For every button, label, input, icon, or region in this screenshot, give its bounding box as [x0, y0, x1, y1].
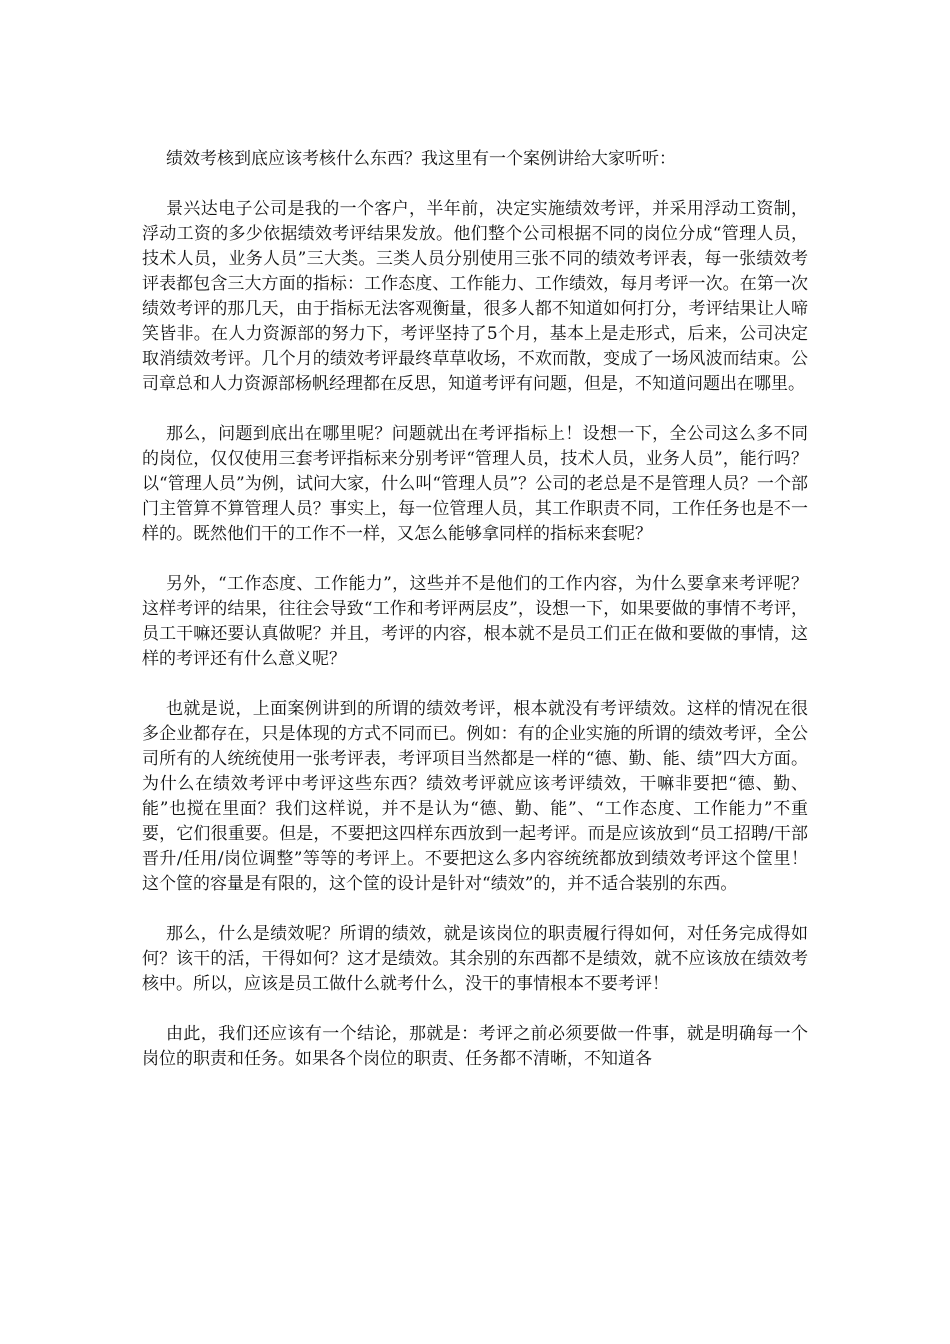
document-body [142, 147, 808, 1097]
paragraph-case: 景兴达电子公司是我的一个客户，半年前，决定实施绩效考评，并采用浮动工资制，浮动工资的多少依据绩效考评结果发放。他们整个公司根据不同的岗位分成“管理人员，技术人员，业务人员”三大类。三类人员分别使用三张不同的绩效考评表，每一张绩效考评表都包含三大方面的指标：工作态度、工作能力、工作绩效，每月考评一次。在第一次绩效考评的那几天，由于指标无法客观衡量，很多人都不知道如何打分，考评结果让人啼笑皆非。在人力资源部的努力下，考评坚持了5个月，基本上是走形式，后来，公司决定取消绩效考评。几个月的绩效考评最终草草收场，不欢而散，变成了一场风波而结束。公司章总和人力资源部杨帆经理都在反思，知道考评有问题，但是，不知道问题出在哪里。 [142, 199, 808, 394]
paragraph-conclusion: 由此，我们还应该有一个结论，那就是：考评之前必须要做一件事，就是明确每一个岗位的职责和任务。如果各个岗位的职责、任务都不清晰，不知道各 [142, 1024, 808, 1069]
paragraph-analysis: 也就是说，上面案例讲到的所谓的绩效考评，根本就没有考评绩效。这样的情况在很多企业都存在，只是体现的方式不同而已。例如：有的企业实施的所谓的绩效考评，全公司所有的人统统使用一张考评表，考评项目当然都是一样的“德、勤、能、绩”四大方面。为什么在绩效考评中考评这些东西？绩效考评就应该考评绩效，干嘛非要把“德、勤、能”也搅在里面？我们这样说，并不是认为“德、勤、能”、“工作态度、工作能力”不重要，它们很重要。但是，不要把这四样东西放到一起考评。而是应该放到“员工招聘/干部晋升/任用/岗位调整”等等的考评上。不要把这么多内容统统都放到绩效考评这个筐里！这个筐的容量是有限的，这个筐的设计是针对“绩效”的，并不适合装别的东西。 [142, 699, 808, 894]
paragraph-problem: 那么，问题到底出在哪里呢？问题就出在考评指标上！设想一下，全公司这么多不同的岗位，仅仅使用三套考评指标来分别考评“管理人员，技术人员，业务人员”，能行吗？以“管理人员”为例，试问大家，什么叫“管理人员”？公司的老总是不是管理人员？一个部门主管算不算管理人员？事实上，每一位管理人员，其工作职责不同，工作任务也是不一样的。既然他们干的工作不一样，又怎么能够拿同样的指标来套呢？ [142, 424, 808, 544]
paragraph-definition: 那么，什么是绩效呢？所谓的绩效，就是该岗位的职责履行得如何，对任务完成得如何？该干的活，干得如何？这才是绩效。其余别的东西都不是绩效，就不应该放在绩效考核中。所以，应该是员工做什么就考什么，没干的事情根本不要考评！ [142, 924, 808, 994]
paragraph-attitude: 另外，“工作态度、工作能力”，这些并不是他们的工作内容，为什么要拿来考评呢？这样考评的结果，往往会导致“工作和考评两层皮”，设想一下，如果要做的事情不考评，员工干嘛还要认真做呢？并且，考评的内容，根本就不是员工们正在做和要做的事情，这样的考评还有什么意义呢？ [142, 574, 808, 669]
paragraph-intro: 绩效考核到底应该考核什么东西？我这里有一个案例讲给大家听听： [166, 149, 676, 169]
